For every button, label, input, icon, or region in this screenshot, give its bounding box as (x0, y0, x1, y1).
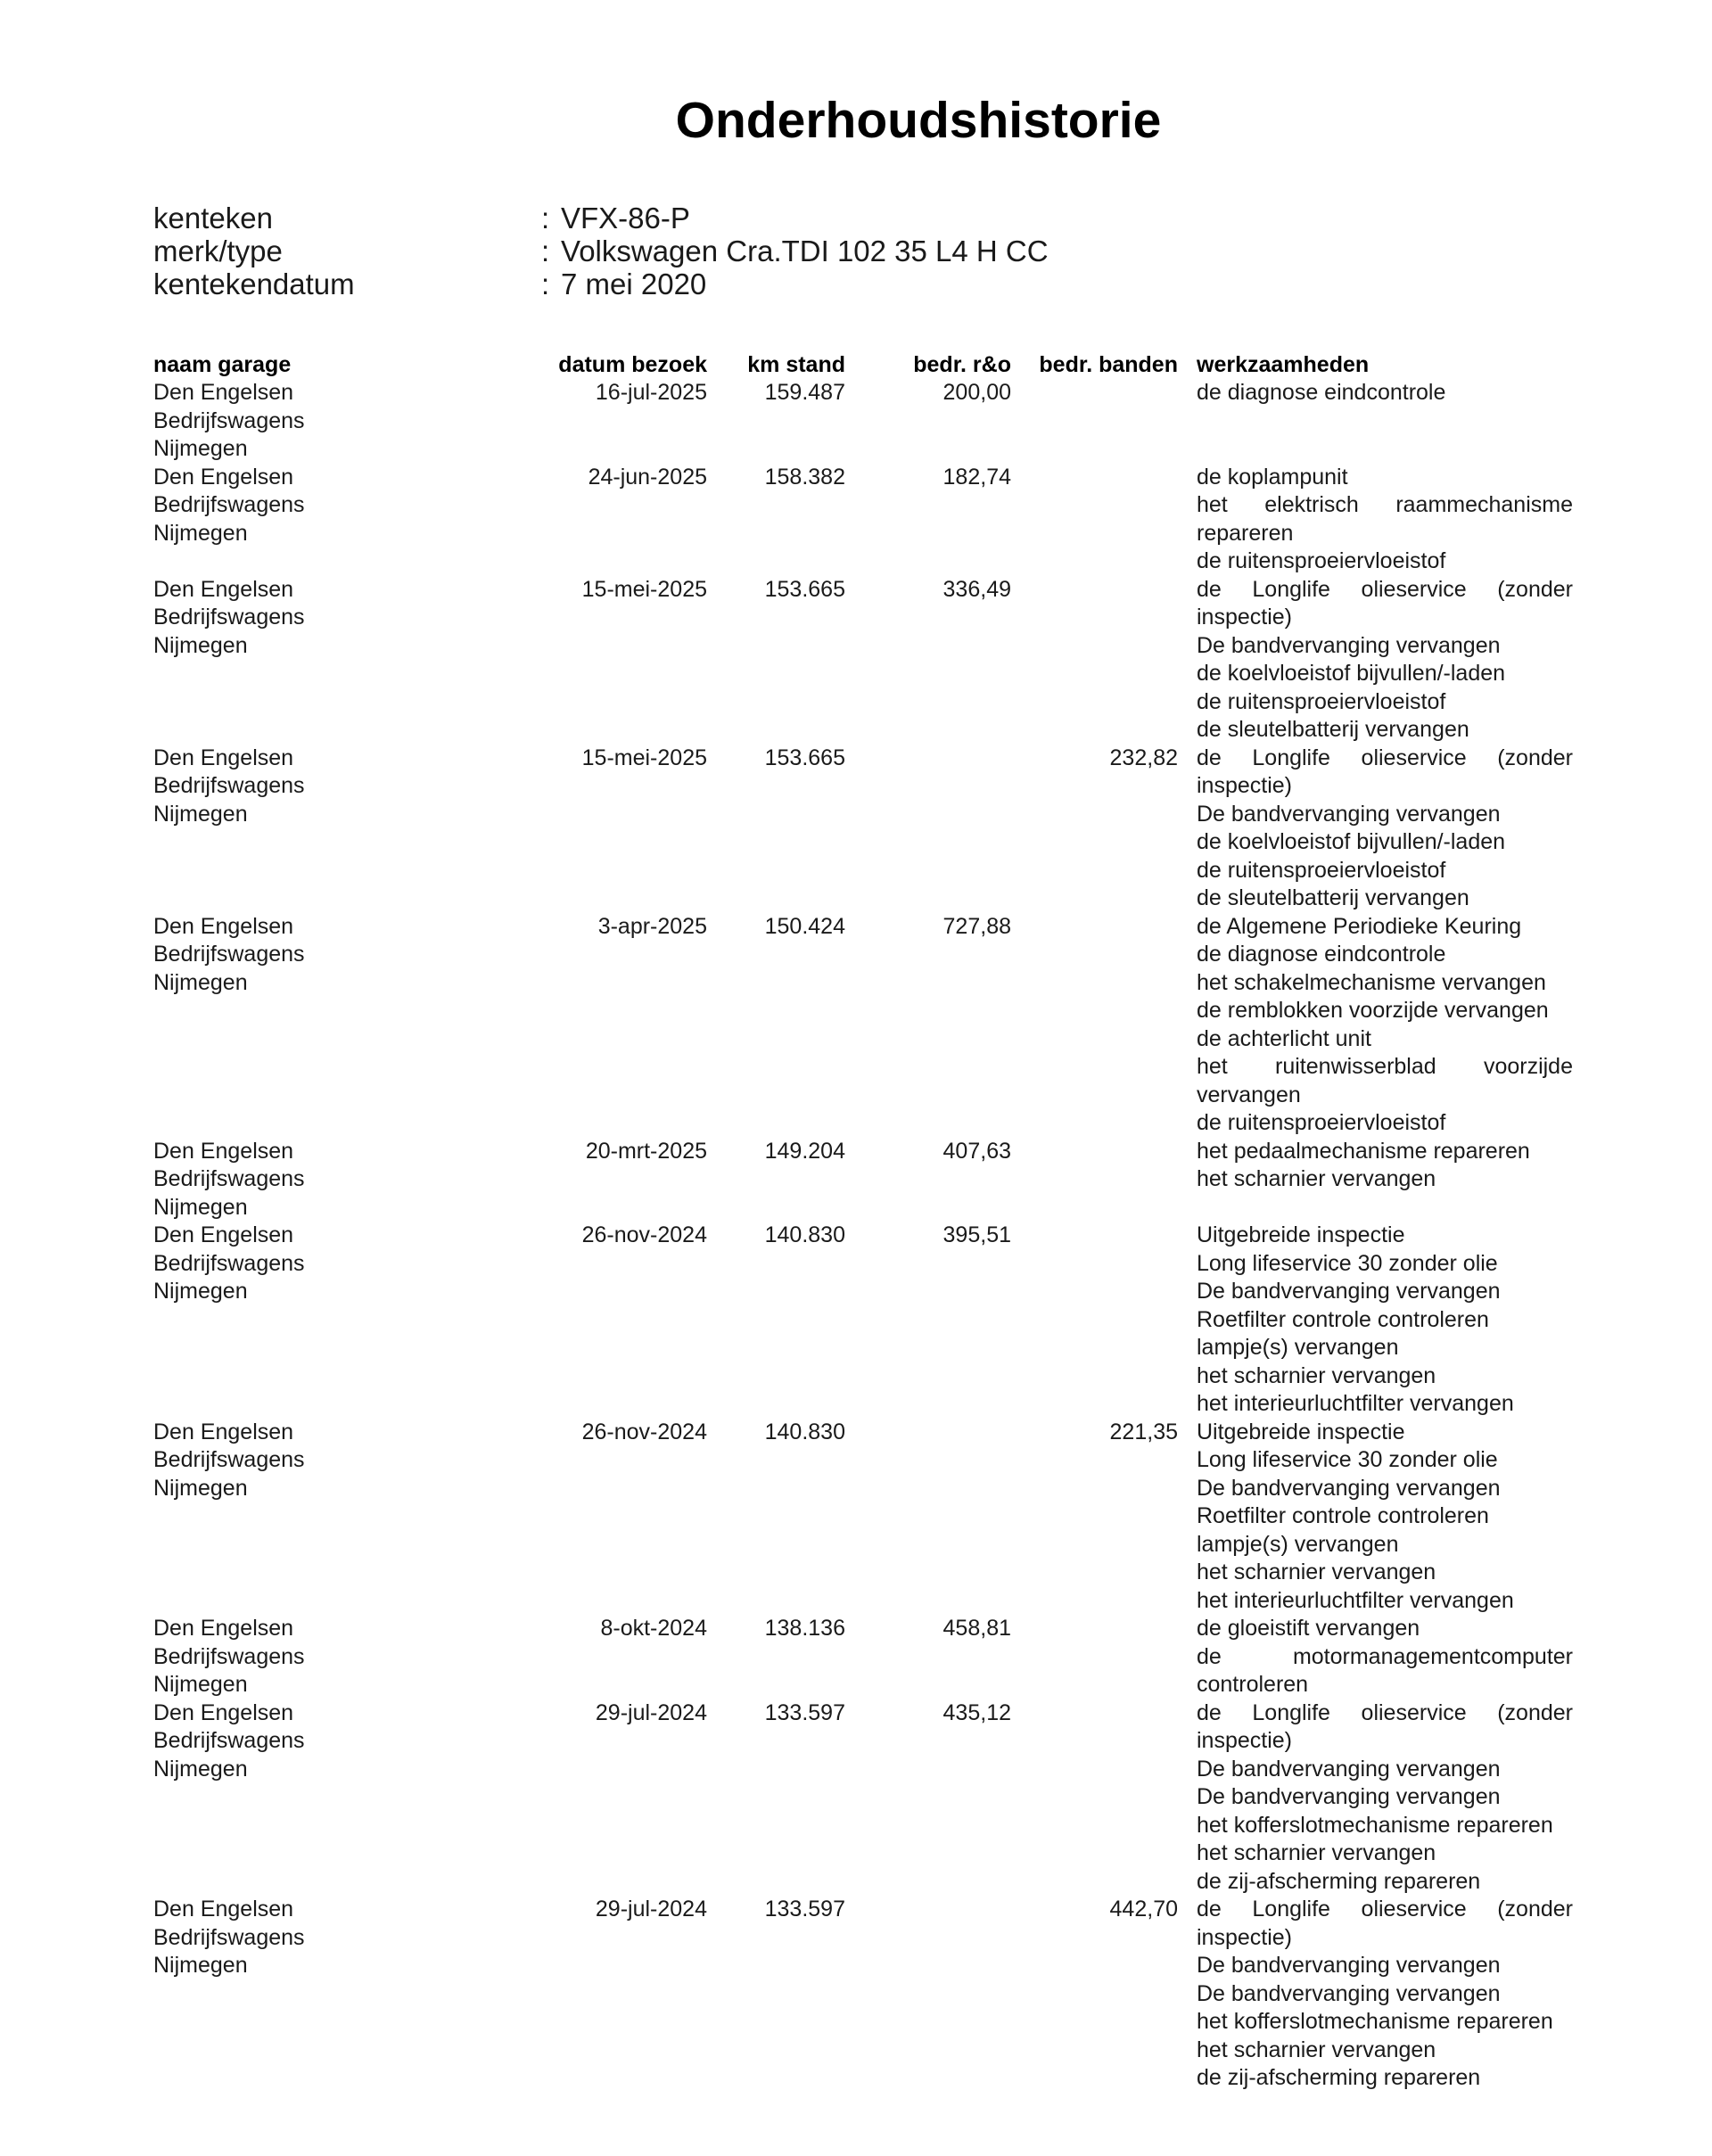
info-label: kenteken (153, 202, 273, 235)
info-separator: : (541, 235, 550, 267)
work-item: het elektrisch raammechanisme repareren (1197, 492, 1573, 546)
maintenance-table (153, 350, 1573, 2093)
work-item: de diagnose eindcontrole (1197, 380, 1446, 405)
work-item: De bandvervanging vervangen (1197, 1784, 1501, 1809)
work-item: de Longlife olieservice (zonder inspectie) (1197, 576, 1573, 630)
vehicle-info-row (153, 267, 1049, 300)
work-item: Roetfilter controle controleren (1197, 1503, 1489, 1528)
visit-date: 15-mei-2025 (581, 745, 707, 770)
garage-cell (153, 379, 448, 464)
tyre-amount: 232,82 (1109, 745, 1178, 770)
garage-name: Den Engelsen Bedrijfswagens (153, 1222, 305, 1276)
table-row (153, 1138, 1573, 1222)
garage-city: Nijmegen (153, 969, 248, 995)
work-item: De bandvervanging vervangen (1197, 632, 1501, 658)
visit-date: 20-mrt-2025 (585, 1138, 707, 1164)
visit-date: 15-mei-2025 (581, 576, 707, 602)
odometer: 153.665 (764, 576, 845, 602)
work-list (1197, 913, 1573, 1138)
garage-cell (153, 1138, 448, 1222)
work-item: het scharnier vervangen (1197, 1559, 1436, 1584)
garage-city: Nijmegen (153, 801, 248, 827)
header-km: km stand (747, 352, 845, 377)
garage-city: Nijmegen (153, 632, 248, 658)
work-item: de koelvloeistof bijvullen/-laden (1197, 829, 1506, 854)
work-item: het scharnier vervangen (1197, 1840, 1436, 1865)
header-garage: naam garage (153, 352, 292, 377)
table-row (153, 1699, 1573, 1897)
table-row (153, 379, 1573, 464)
work-item: Uitgebreide inspectie (1197, 1419, 1405, 1444)
garage-name: Den Engelsen Bedrijfswagens (153, 913, 305, 967)
garage-city: Nijmegen (153, 1756, 248, 1782)
header-repair-amount: bedr. r&o (913, 352, 1011, 377)
work-item: het scharnier vervangen (1197, 2037, 1436, 2062)
garage-name: Den Engelsen Bedrijfswagens (153, 1699, 305, 1753)
work-item: de Longlife olieservice (zonder inspectie) (1197, 745, 1573, 798)
table-row (153, 1896, 1573, 2093)
vehicle-info-row (153, 202, 1049, 235)
garage-cell (153, 464, 448, 548)
work-item: het scharnier vervangen (1197, 1166, 1436, 1191)
garage-cell (153, 913, 448, 998)
work-list (1197, 379, 1573, 407)
odometer: 140.830 (764, 1419, 845, 1444)
tyre-amount: 221,35 (1109, 1419, 1178, 1444)
repair-amount: 336,49 (942, 576, 1011, 602)
odometer: 149.204 (764, 1138, 845, 1164)
visit-date: 3-apr-2025 (597, 913, 707, 939)
tyre-amount: 442,70 (1109, 1897, 1178, 1921)
garage-cell (153, 745, 448, 829)
table-row (153, 913, 1573, 1138)
garage-name: Den Engelsen Bedrijfswagens (153, 380, 305, 433)
repair-amount: 200,00 (942, 380, 1011, 405)
work-item: de koelvloeistof bijvullen/-laden (1197, 661, 1506, 686)
work-item: De bandvervanging vervangen (1197, 801, 1501, 827)
odometer: 133.597 (764, 1699, 845, 1725)
work-item: het schakelmechanisme vervangen (1197, 969, 1546, 995)
odometer: 150.424 (764, 913, 845, 939)
odometer: 133.597 (764, 1897, 845, 1921)
work-item: de sleutelbatterij vervangen (1197, 717, 1469, 742)
odometer: 153.665 (764, 745, 845, 770)
header-tyre-amount: bedr. banden (1039, 352, 1178, 377)
work-item: de ruitensproeiervloeistof (1197, 857, 1446, 883)
table-row (153, 1615, 1573, 1699)
work-item: de motormanagementcomputer controleren (1197, 1643, 1573, 1697)
odometer: 159.487 (764, 380, 845, 405)
work-item: de zij-afscherming repareren (1197, 1868, 1481, 1894)
work-list (1197, 576, 1573, 745)
repair-amount: 395,51 (942, 1222, 1011, 1247)
garage-city: Nijmegen (153, 1279, 248, 1304)
work-item: de ruitensproeiervloeistof (1197, 688, 1446, 714)
table-body (153, 379, 1573, 2093)
work-list (1197, 1222, 1573, 1419)
garage-name: Den Engelsen Bedrijfswagens (153, 1616, 305, 1669)
odometer: 138.136 (764, 1616, 845, 1641)
registration-date-value: 7 mei 2020 (561, 267, 707, 300)
work-item: Uitgebreide inspectie (1197, 1222, 1405, 1247)
garage-city: Nijmegen (153, 520, 248, 546)
odometer: 158.382 (764, 464, 845, 490)
work-list (1197, 464, 1573, 576)
work-item: de gloeistift vervangen (1197, 1616, 1420, 1641)
table-header-row (153, 350, 1573, 379)
odometer: 140.830 (764, 1222, 845, 1247)
work-list (1197, 1699, 1573, 1897)
work-list (1197, 1896, 1573, 2093)
work-item: De bandvervanging vervangen (1197, 1953, 1501, 1978)
work-item: lampje(s) vervangen (1197, 1335, 1399, 1360)
table-row (153, 464, 1573, 576)
table-row (153, 745, 1573, 913)
work-item: de remblokken voorzijde vervangen (1197, 998, 1549, 1023)
work-item: lampje(s) vervangen (1197, 1531, 1399, 1557)
info-separator: : (541, 267, 550, 300)
work-item: de Longlife olieservice (zonder inspectie) (1197, 1897, 1573, 1950)
work-item: de koplampunit (1197, 464, 1348, 490)
work-item: de sleutelbatterij vervangen (1197, 885, 1469, 910)
repair-amount: 407,63 (942, 1138, 1011, 1164)
work-item: de Algemene Periodieke Keuring (1197, 913, 1522, 939)
visit-date: 26-nov-2024 (581, 1222, 707, 1247)
visit-date: 24-jun-2025 (588, 464, 707, 490)
table-row (153, 1419, 1573, 1616)
garage-name: Den Engelsen Bedrijfswagens (153, 1419, 305, 1472)
license-plate-value: VFX-86-P (561, 202, 690, 235)
work-item: de achterlicht unit (1197, 1025, 1371, 1051)
work-item: de ruitensproeiervloeistof (1197, 548, 1446, 573)
work-list (1197, 1615, 1573, 1699)
info-separator: : (541, 202, 550, 235)
work-item: de zij-afscherming repareren (1197, 2065, 1481, 2090)
garage-cell (153, 1222, 448, 1306)
visit-date: 29-jul-2024 (595, 1897, 707, 1921)
garage-name: Den Engelsen Bedrijfswagens (153, 464, 305, 517)
work-item: Long lifeservice 30 zonder olie (1197, 1250, 1498, 1276)
garage-city: Nijmegen (153, 1475, 248, 1501)
garage-cell (153, 1699, 448, 1784)
work-item: het pedaalmechanisme repareren (1197, 1138, 1530, 1164)
work-item: het kofferslotmechanisme repareren (1197, 1812, 1553, 1838)
repair-amount: 458,81 (942, 1616, 1011, 1641)
work-item: de ruitensproeiervloeistof (1197, 1110, 1446, 1135)
info-label: merk/type (153, 235, 283, 267)
work-item: het interieurluchtfilter vervangen (1197, 1587, 1514, 1613)
garage-city: Nijmegen (153, 1672, 248, 1697)
garage-name: Den Engelsen Bedrijfswagens (153, 745, 305, 798)
repair-amount: 435,12 (942, 1699, 1011, 1725)
work-item: het interieurluchtfilter vervangen (1197, 1391, 1514, 1416)
garage-city: Nijmegen (153, 1953, 248, 1978)
make-model-value: Volkswagen Cra.TDI 102 35 L4 H CC (561, 235, 1049, 267)
vehicle-info-row (153, 235, 1049, 267)
vehicle-info (153, 202, 1049, 300)
garage-cell (153, 1896, 448, 1980)
work-item: het ruitenwisserblad voorzijde vervangen (1197, 1054, 1573, 1107)
visit-date: 16-jul-2025 (595, 380, 707, 405)
garage-city: Nijmegen (153, 1194, 248, 1220)
work-item: de diagnose eindcontrole (1197, 942, 1446, 967)
visit-date: 8-okt-2024 (600, 1616, 707, 1641)
repair-amount: 727,88 (942, 913, 1011, 939)
work-item: het scharnier vervangen (1197, 1362, 1436, 1388)
garage-cell (153, 1615, 448, 1699)
table-row (153, 1222, 1573, 1419)
work-list (1197, 1419, 1573, 1616)
work-list (1197, 745, 1573, 913)
garage-name: Den Engelsen Bedrijfswagens (153, 576, 305, 630)
table-row (153, 576, 1573, 745)
work-item: De bandvervanging vervangen (1197, 1756, 1501, 1782)
garage-cell (153, 1419, 448, 1503)
work-item: de Longlife olieservice (zonder inspectie) (1197, 1699, 1573, 1753)
header-work: werkzaamheden (1197, 352, 1370, 377)
work-item: het kofferslotmechanisme repareren (1197, 2009, 1553, 2034)
garage-cell (153, 576, 448, 661)
work-list (1197, 1138, 1573, 1194)
garage-name: Den Engelsen Bedrijfswagens (153, 1138, 305, 1191)
header-date: datum bezoek (558, 352, 707, 377)
repair-amount: 182,74 (942, 464, 1011, 490)
work-item: De bandvervanging vervangen (1197, 1475, 1501, 1501)
work-item: Long lifeservice 30 zonder olie (1197, 1447, 1498, 1472)
info-label: kentekendatum (153, 267, 355, 300)
work-item: Roetfilter controle controleren (1197, 1306, 1489, 1332)
work-item: De bandvervanging vervangen (1197, 1980, 1501, 2006)
work-item: De bandvervanging vervangen (1197, 1279, 1501, 1304)
garage-name: Den Engelsen Bedrijfswagens (153, 1897, 305, 1950)
page-title: Onderhoudshistorie (675, 92, 1162, 149)
visit-date: 29-jul-2024 (595, 1699, 707, 1725)
garage-city: Nijmegen (153, 436, 248, 461)
visit-date: 26-nov-2024 (581, 1419, 707, 1444)
